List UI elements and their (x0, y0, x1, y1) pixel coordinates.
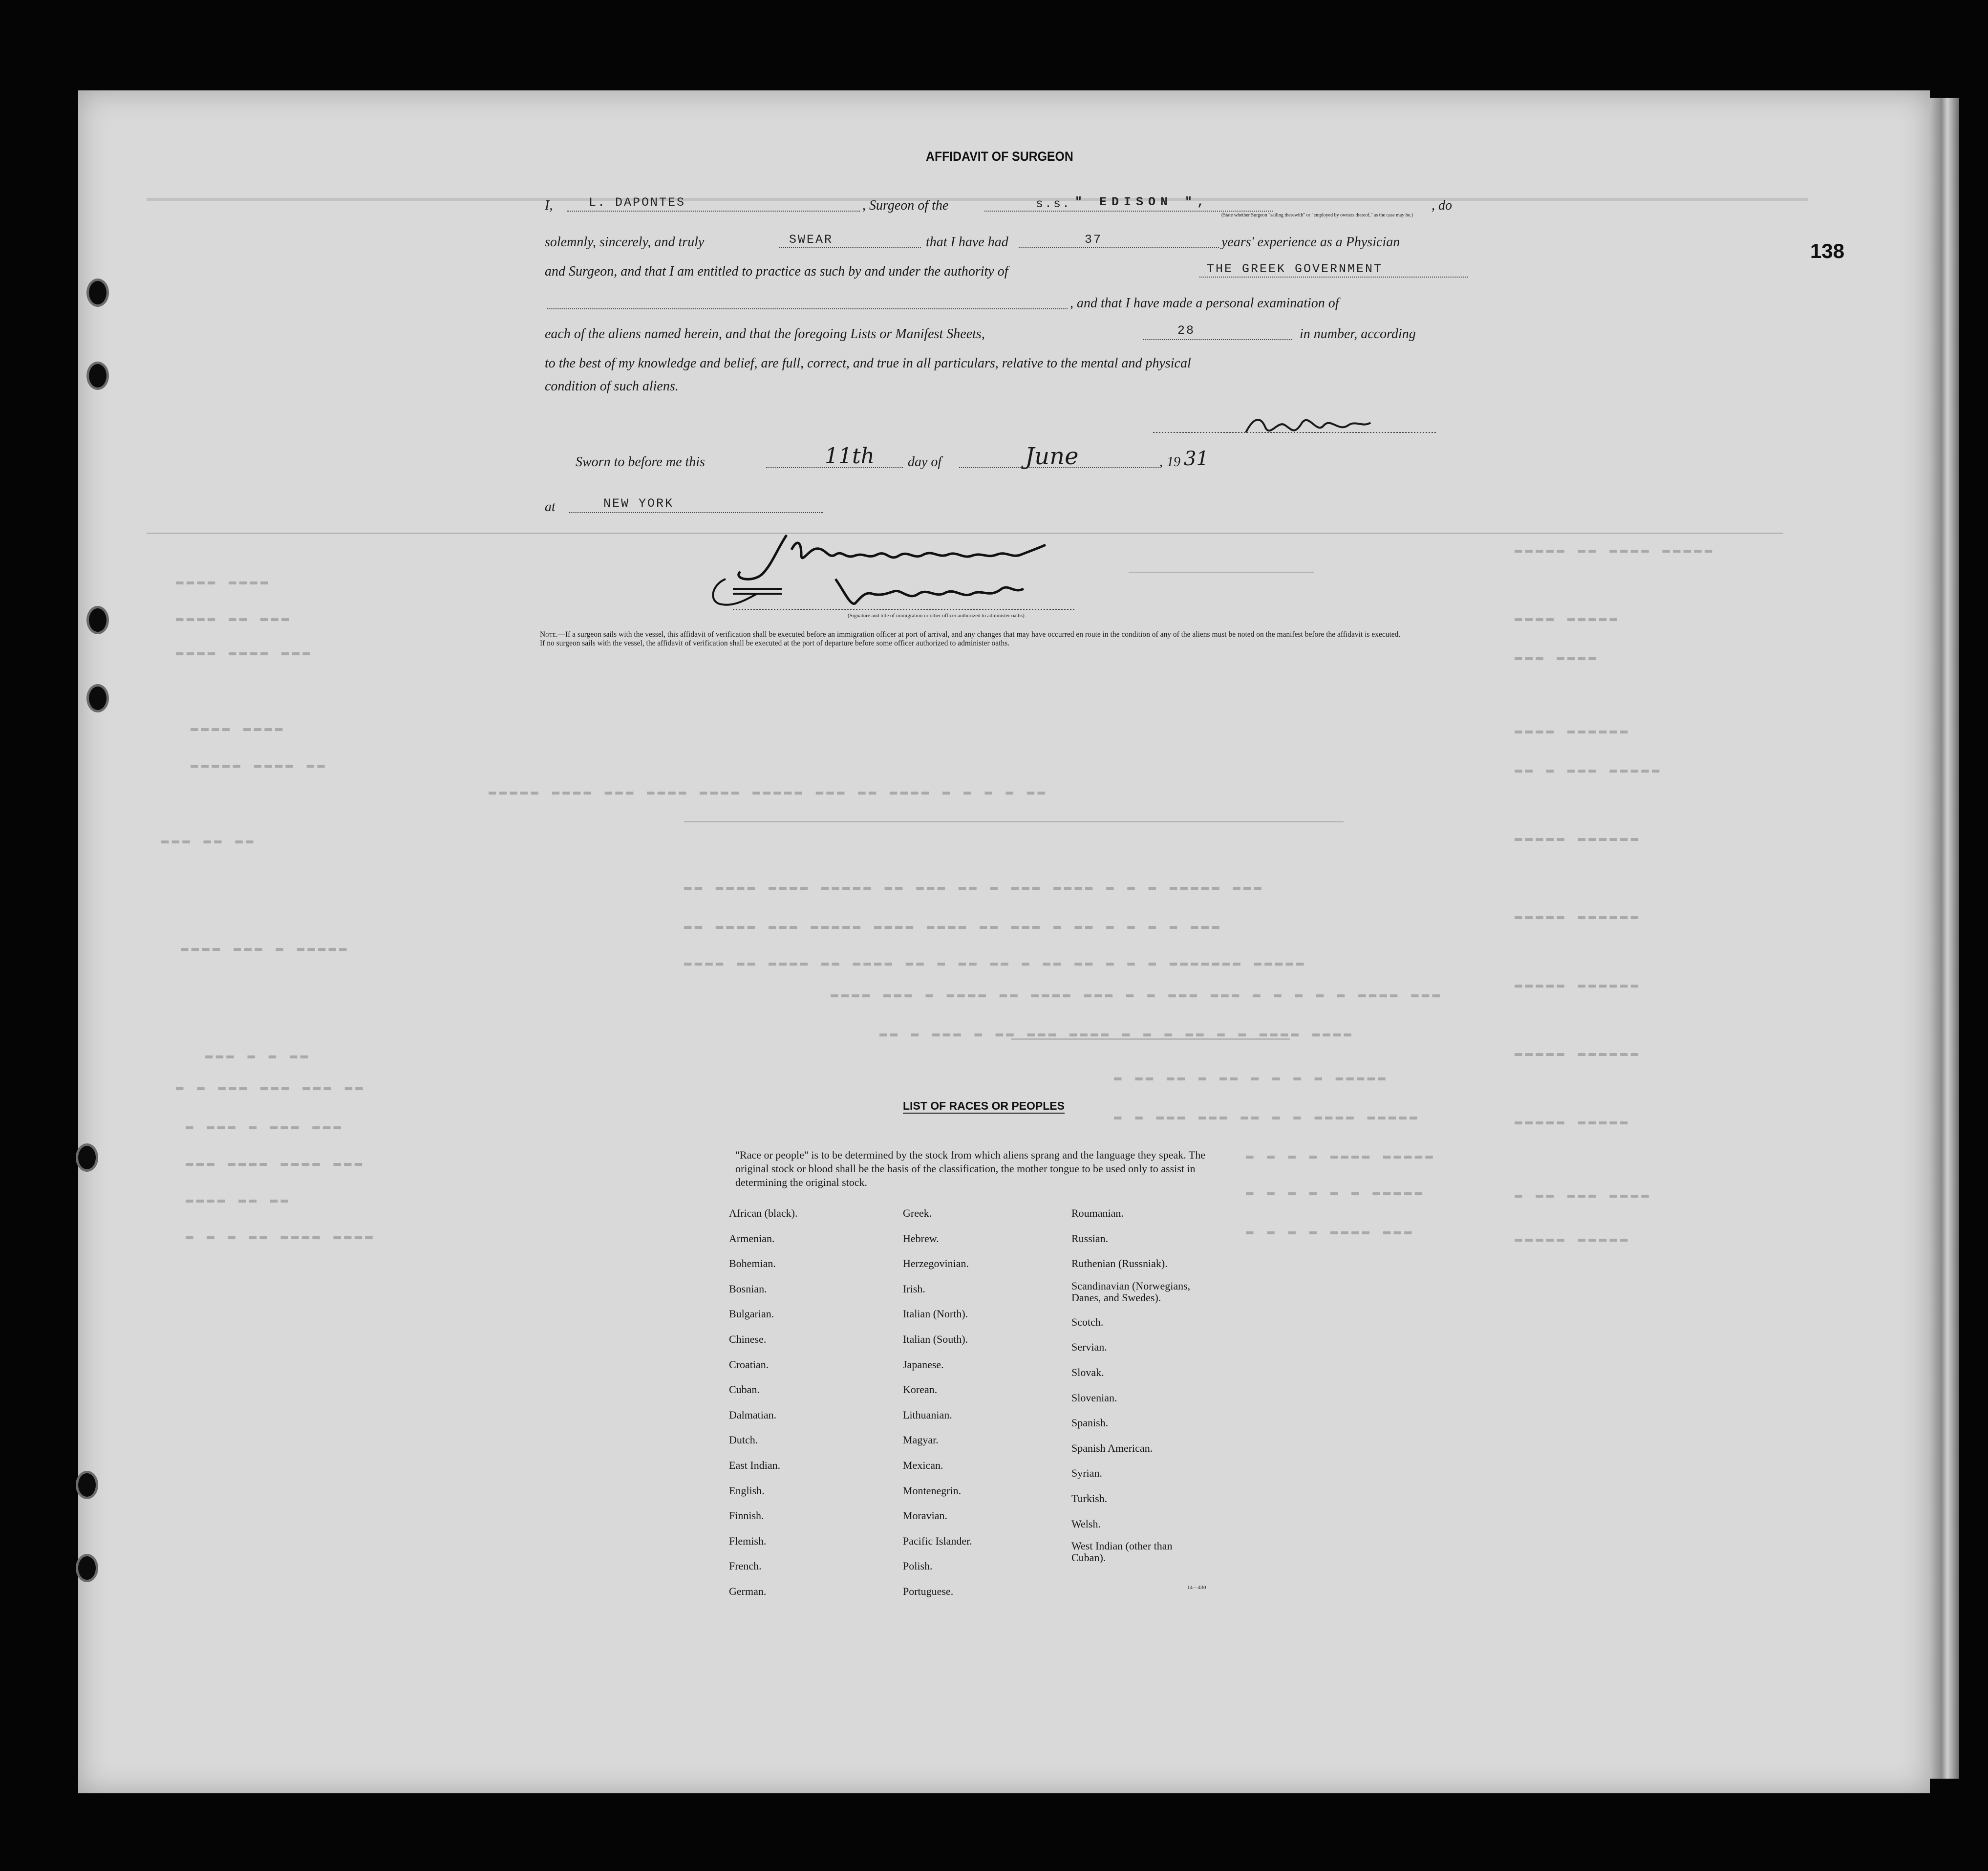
race-item: Spanish American. (1071, 1441, 1153, 1454)
affidavit-text: solemnly, sincerely, and truly (545, 235, 705, 250)
sworn-line (576, 443, 1492, 476)
race-item: Slovak. (1071, 1366, 1104, 1378)
note (540, 630, 1458, 648)
note-lead: Note. (540, 630, 558, 639)
race-item: Pacific Islander. (903, 1534, 972, 1547)
affidavit-text: condition of such aliens. (545, 379, 679, 394)
ship-name: " EDISON ", (1075, 195, 1210, 209)
race-item: Lithuanian. (903, 1408, 952, 1421)
race-item: Herzegovinian. (903, 1257, 969, 1270)
affidavit-text: , do (1432, 198, 1452, 213)
race-item: Portuguese. (903, 1585, 954, 1597)
sworn-day: 11th (825, 444, 875, 469)
years-blank (1019, 235, 1219, 248)
authority-blank-continued (547, 296, 1068, 309)
sheet-edge (1930, 98, 1959, 1779)
race-item: Italian (North). (903, 1308, 968, 1320)
affidavit-text: that I have had (926, 235, 1008, 250)
sworn-comma: , (1159, 454, 1163, 470)
races-column-2 (903, 1201, 972, 1604)
affidavit-text: each of the aliens named herein, and that the foregoing Lists or Manifest Sheets, (545, 326, 985, 342)
affidavit-line-6 (545, 356, 1461, 378)
place: NEW YORK (603, 496, 674, 511)
punch-hole (89, 687, 107, 710)
race-item: Dalmatian. (729, 1408, 777, 1421)
form-code: 14—430 (1187, 1585, 1206, 1591)
race-item: French. (729, 1560, 762, 1572)
affidavit-text: and Surgeon, and that I am entitled to practice as such by and under the authority of (545, 264, 1008, 279)
race-item: Hebrew. (903, 1232, 939, 1245)
punch-hole (89, 281, 107, 304)
race-item: Moravian. (903, 1509, 948, 1522)
race-item: Dutch. (729, 1434, 758, 1446)
note-text: —If a surgeon sails with the vessel, this affidavit of verification shall be executed before an immigration officer at port of arrival, and any changes that may have occurred en route in the condition of any of the aliens must be noted on the manifest before the affidavit is executed. (557, 630, 1401, 639)
affidavit-line-5 (545, 323, 1461, 348)
affidavit-text: years' experience as a Physician (1221, 235, 1400, 250)
sworn-year-prefix: 19 (1167, 454, 1180, 470)
race-item: Bosnian. (729, 1282, 767, 1295)
race-item: Polish. (903, 1560, 933, 1572)
sheet-count: 28 (1177, 323, 1196, 338)
affidavit-text: to the best of my knowledge and belief, are full, correct, and true in all particulars, relative to the mental and physical (545, 356, 1191, 371)
ship-prefix: s.s. (1036, 197, 1071, 211)
race-item: Magyar. (903, 1434, 939, 1446)
affidavit-line-1 (545, 195, 1461, 220)
sworn-text: day of (908, 454, 942, 470)
place-line (545, 496, 1461, 521)
race-item: Slovenian. (1071, 1391, 1117, 1404)
affidavit-text: I, (545, 198, 553, 213)
race-item: Russian. (1071, 1232, 1109, 1245)
race-item: African (black). (729, 1207, 798, 1219)
punch-hole (78, 1146, 96, 1169)
affidavit-line-3 (545, 264, 1461, 286)
race-item: Roumanian. (1071, 1207, 1124, 1219)
officer-signature (704, 520, 1133, 618)
race-item: East Indian. (729, 1459, 781, 1471)
race-item: Montenegrin. (903, 1484, 962, 1497)
race-item: West Indian (other than Cuban). (1071, 1540, 1173, 1564)
punch-hole (78, 1556, 96, 1580)
race-item: German. (729, 1585, 767, 1597)
affidavit-text: , Surgeon of the (862, 198, 949, 213)
surgeon-signature (1148, 406, 1451, 445)
race-item: Cuban. (729, 1383, 760, 1396)
years-experience: 37 (1085, 233, 1103, 247)
punch-hole (89, 608, 107, 632)
race-item: Scandinavian (Norwegians, Danes, and Swedes). (1071, 1279, 1191, 1304)
surgeon-status-note: (State whether Surgeon "sailing therewith" or "employed by owners thereof," as the case may be.) (1221, 213, 1413, 218)
affidavit-line-7 (545, 379, 1461, 401)
affidavit-line-4 (545, 296, 1461, 318)
races-description: "Race or people" is to be determined by the stock from which aliens sprang and the language they speak. The original stock or blood shall be the basis of the classification, the mother tongue to be used only to assist in determining the original stock. (735, 1149, 1206, 1188)
authority: THE GREEK GOVERNMENT (1207, 262, 1383, 276)
races-column-3 (1071, 1201, 1190, 1570)
race-item: Syrian. (1071, 1467, 1102, 1480)
race-item: Japanese. (903, 1358, 944, 1371)
affidavit-text: in number, according (1300, 326, 1416, 342)
race-item: Korean. (903, 1383, 938, 1396)
punch-hole (89, 364, 107, 387)
affidavit-line-2 (545, 235, 1461, 257)
at-label: at (545, 499, 556, 515)
race-item: Greek. (903, 1207, 932, 1219)
sworn-month: June (1025, 443, 1079, 470)
race-item: Servian. (1071, 1341, 1107, 1354)
punch-hole (78, 1473, 96, 1497)
race-item: Italian (South). (903, 1333, 968, 1345)
races-column-1 (729, 1201, 797, 1604)
race-item: Flemish. (729, 1534, 767, 1547)
races-title: LIST OF RACES OR PEOPLES (903, 1099, 1065, 1114)
sworn-year-suffix: 31 (1184, 448, 1209, 470)
race-item: Turkish. (1071, 1492, 1108, 1505)
race-item: Mexican. (903, 1459, 943, 1471)
race-item: Finnish. (729, 1509, 764, 1522)
page-number: 138 (1810, 239, 1845, 262)
note-text-2: If no surgeon sails with the vessel, the affidavit of verification shall be executed at the port of departure before some officer authorized to administer oaths. (540, 639, 1010, 647)
race-item: Spanish. (1071, 1417, 1109, 1429)
race-item: Croatian. (729, 1358, 769, 1371)
race-item: Chinese. (729, 1333, 767, 1345)
race-item: Armenian. (729, 1232, 775, 1245)
sheets-blank (1143, 326, 1292, 340)
race-item: English. (729, 1484, 765, 1497)
oath-word: SWEAR (789, 233, 834, 247)
race-item: Bulgarian. (729, 1308, 774, 1320)
race-item: Irish. (903, 1282, 925, 1295)
race-item: Ruthenian (Russniak). (1071, 1257, 1168, 1270)
surgeon-name: L. DAPONTES (589, 195, 686, 210)
race-item: Welsh. (1071, 1517, 1101, 1530)
signature-caption: (Signature and title of immigration or other officer authorized to administer oaths) (848, 613, 1025, 619)
race-item: Scotch. (1071, 1315, 1104, 1328)
affidavit-title: AFFIDAVIT OF SURGEON (926, 149, 1073, 164)
affidavit-text: , and that I have made a personal examination of (1070, 296, 1339, 311)
sworn-text: Sworn to before me this (576, 454, 705, 470)
race-item: Bohemian. (729, 1257, 776, 1270)
